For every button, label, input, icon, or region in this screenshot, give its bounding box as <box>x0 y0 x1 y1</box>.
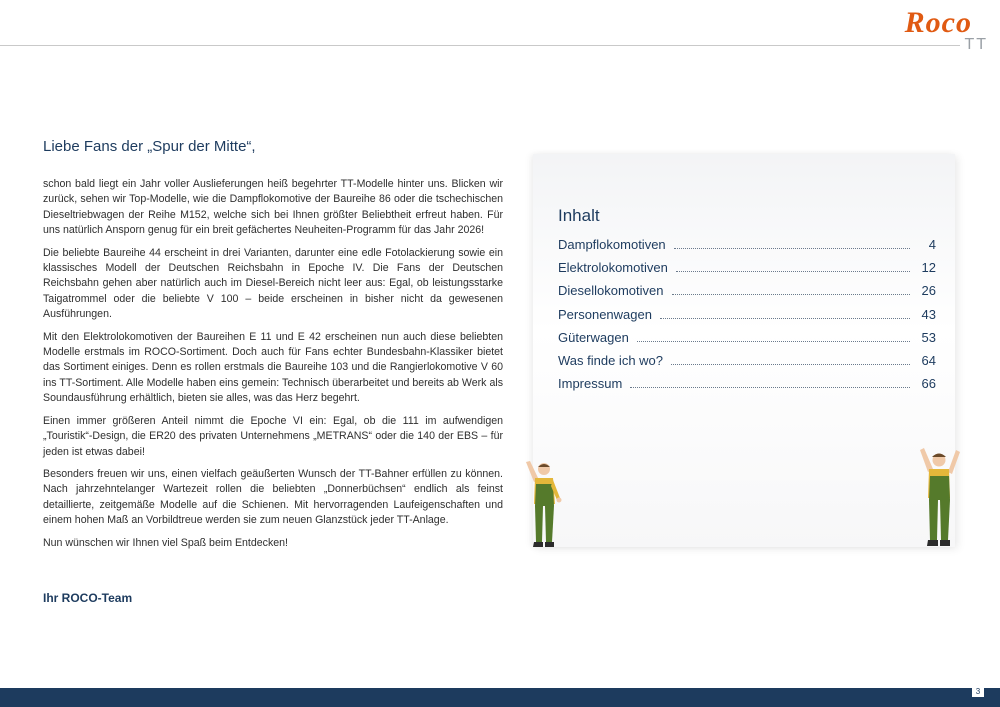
toc-leader <box>676 271 910 272</box>
toc-item-page: 43 <box>921 306 936 322</box>
toc-item[interactable] <box>558 330 936 353</box>
toc-leader <box>671 364 910 365</box>
toc-item-label: Güterwagen <box>558 329 629 345</box>
toc-item-label: Dampflokomotiven <box>558 237 666 252</box>
toc-item[interactable] <box>558 260 936 283</box>
toc-item-label: Personenwagen <box>558 306 652 322</box>
toc-item-page: 26 <box>921 283 936 299</box>
scale-label: TT <box>964 36 988 53</box>
toc-item-label: Impressum <box>558 376 623 392</box>
letter-signature: Ihr ROCO-Team <box>43 591 133 605</box>
letter-paragraph: schon bald liegt ein Jahr voller Auslieferungen heiß begehrter TT-Modelle hinter uns. Blicken wir zurück, sehen wir Top-Modelle, wie die Dampflokomotive der Baureihe 86 oder die tschechischen Dieseltriebwagen der Reihe M152, welche sich bei Ihnen größter Beliebtheit erfreut haben. Für uns natürlich Ansporn genug für ein breit gefächertes Neuheiten-Programm für das Jahr 2026! <box>43 178 503 237</box>
letter-paragraph: Die beliebte Baureihe 44 erscheint in drei Varianten, darunter eine edle Fotolackierung sowie ein klassisches Modell der Deutschen Reichsbahn in Epoche IV. Die Fans der Deutschen Reichsbahn gehen aber natürlich auch im Diesel-Bereich nicht leer aus: Egal, ob leistungsstarke Taigatrommel oder die beliebte V 100 – beide erscheinen in bisher nicht da gewesenen Ausführungen. <box>43 246 503 321</box>
toc-item[interactable] <box>558 307 936 330</box>
page-number: 3 <box>972 687 984 697</box>
letter-greeting: Liebe Fans der „Spur der Mitte“, <box>43 138 256 155</box>
toc-leader <box>674 248 910 249</box>
toc-item-label: Elektrolokomotiven <box>558 260 668 276</box>
toc-item[interactable] <box>558 237 936 260</box>
toc-item[interactable] <box>558 376 936 399</box>
header-divider <box>0 45 960 46</box>
toc-item-page: 4 <box>928 237 936 252</box>
worker-figure-right-icon <box>914 444 964 550</box>
toc-item-page: 66 <box>921 376 936 392</box>
toc-item-label: Diesellokomotiven <box>558 283 664 299</box>
letter-paragraph: Einen immer größeren Anteil nimmt die Epoche VI ein: Egal, ob die 111 im aufwendigen „Touristik“-Design, die ER20 des privaten Unternehmens „METRANS“ oder die 140 der EBS – für jeden ist etwas dabei! <box>43 414 503 458</box>
worker-figure-left-icon <box>522 458 568 550</box>
letter-body <box>43 177 503 558</box>
letter-paragraph: Besonders freuen wir uns, einen vielfach geäußerten Wunsch der TT-Bahner erfüllen zu können. Nach jahrzehntelanger Wartezeit rollen die beliebten „Donnerbüchsen“ endlich als feinst detaillierte, zeitgemäße Modelle auf die Schienen. Mit hervorragenden Laufeigenschaften und einem hohen Maß an Vorbildtreue werden sie zum neuen Glanzstück jeder TT-Anlage. <box>43 467 503 527</box>
table-of-contents <box>558 237 936 399</box>
toc-leader <box>672 294 911 295</box>
letter-paragraph: Nun wünschen wir Ihnen viel Spaß beim Entdecken! <box>43 536 288 549</box>
toc-title: Inhalt <box>558 206 600 225</box>
toc-leader <box>637 341 910 342</box>
toc-item-page: 53 <box>921 329 936 345</box>
toc-leader <box>660 318 910 319</box>
toc-item-page: 64 <box>921 352 936 368</box>
toc-item[interactable] <box>558 283 936 306</box>
footer-bar <box>0 688 1000 707</box>
roco-logo: Roco <box>904 6 972 39</box>
toc-item[interactable] <box>558 353 936 376</box>
toc-item-page: 12 <box>921 260 936 276</box>
toc-item-label: Was finde ich wo? <box>558 352 664 368</box>
toc-leader <box>630 387 910 388</box>
letter-paragraph: Mit den Elektrolokomotiven der Baureihen E 11 und E 42 erscheinen nun auch diese beliebten Modelle erstmals im ROCO-Sortiment. Doch auch für Fans echter Bundesbahn-Klassiker bietet das Sortiment einiges. Denn es rollen erstmals die Baureihe 103 und die Rangierlokomotive V 60 ins TT-Sortiment. Alle Modelle haben eins gemein: Technisch überarbeitet und bereits ab Werk als Soundausführung erhältlich, bieten sie alles, was das Herz begehrt. <box>43 330 503 405</box>
